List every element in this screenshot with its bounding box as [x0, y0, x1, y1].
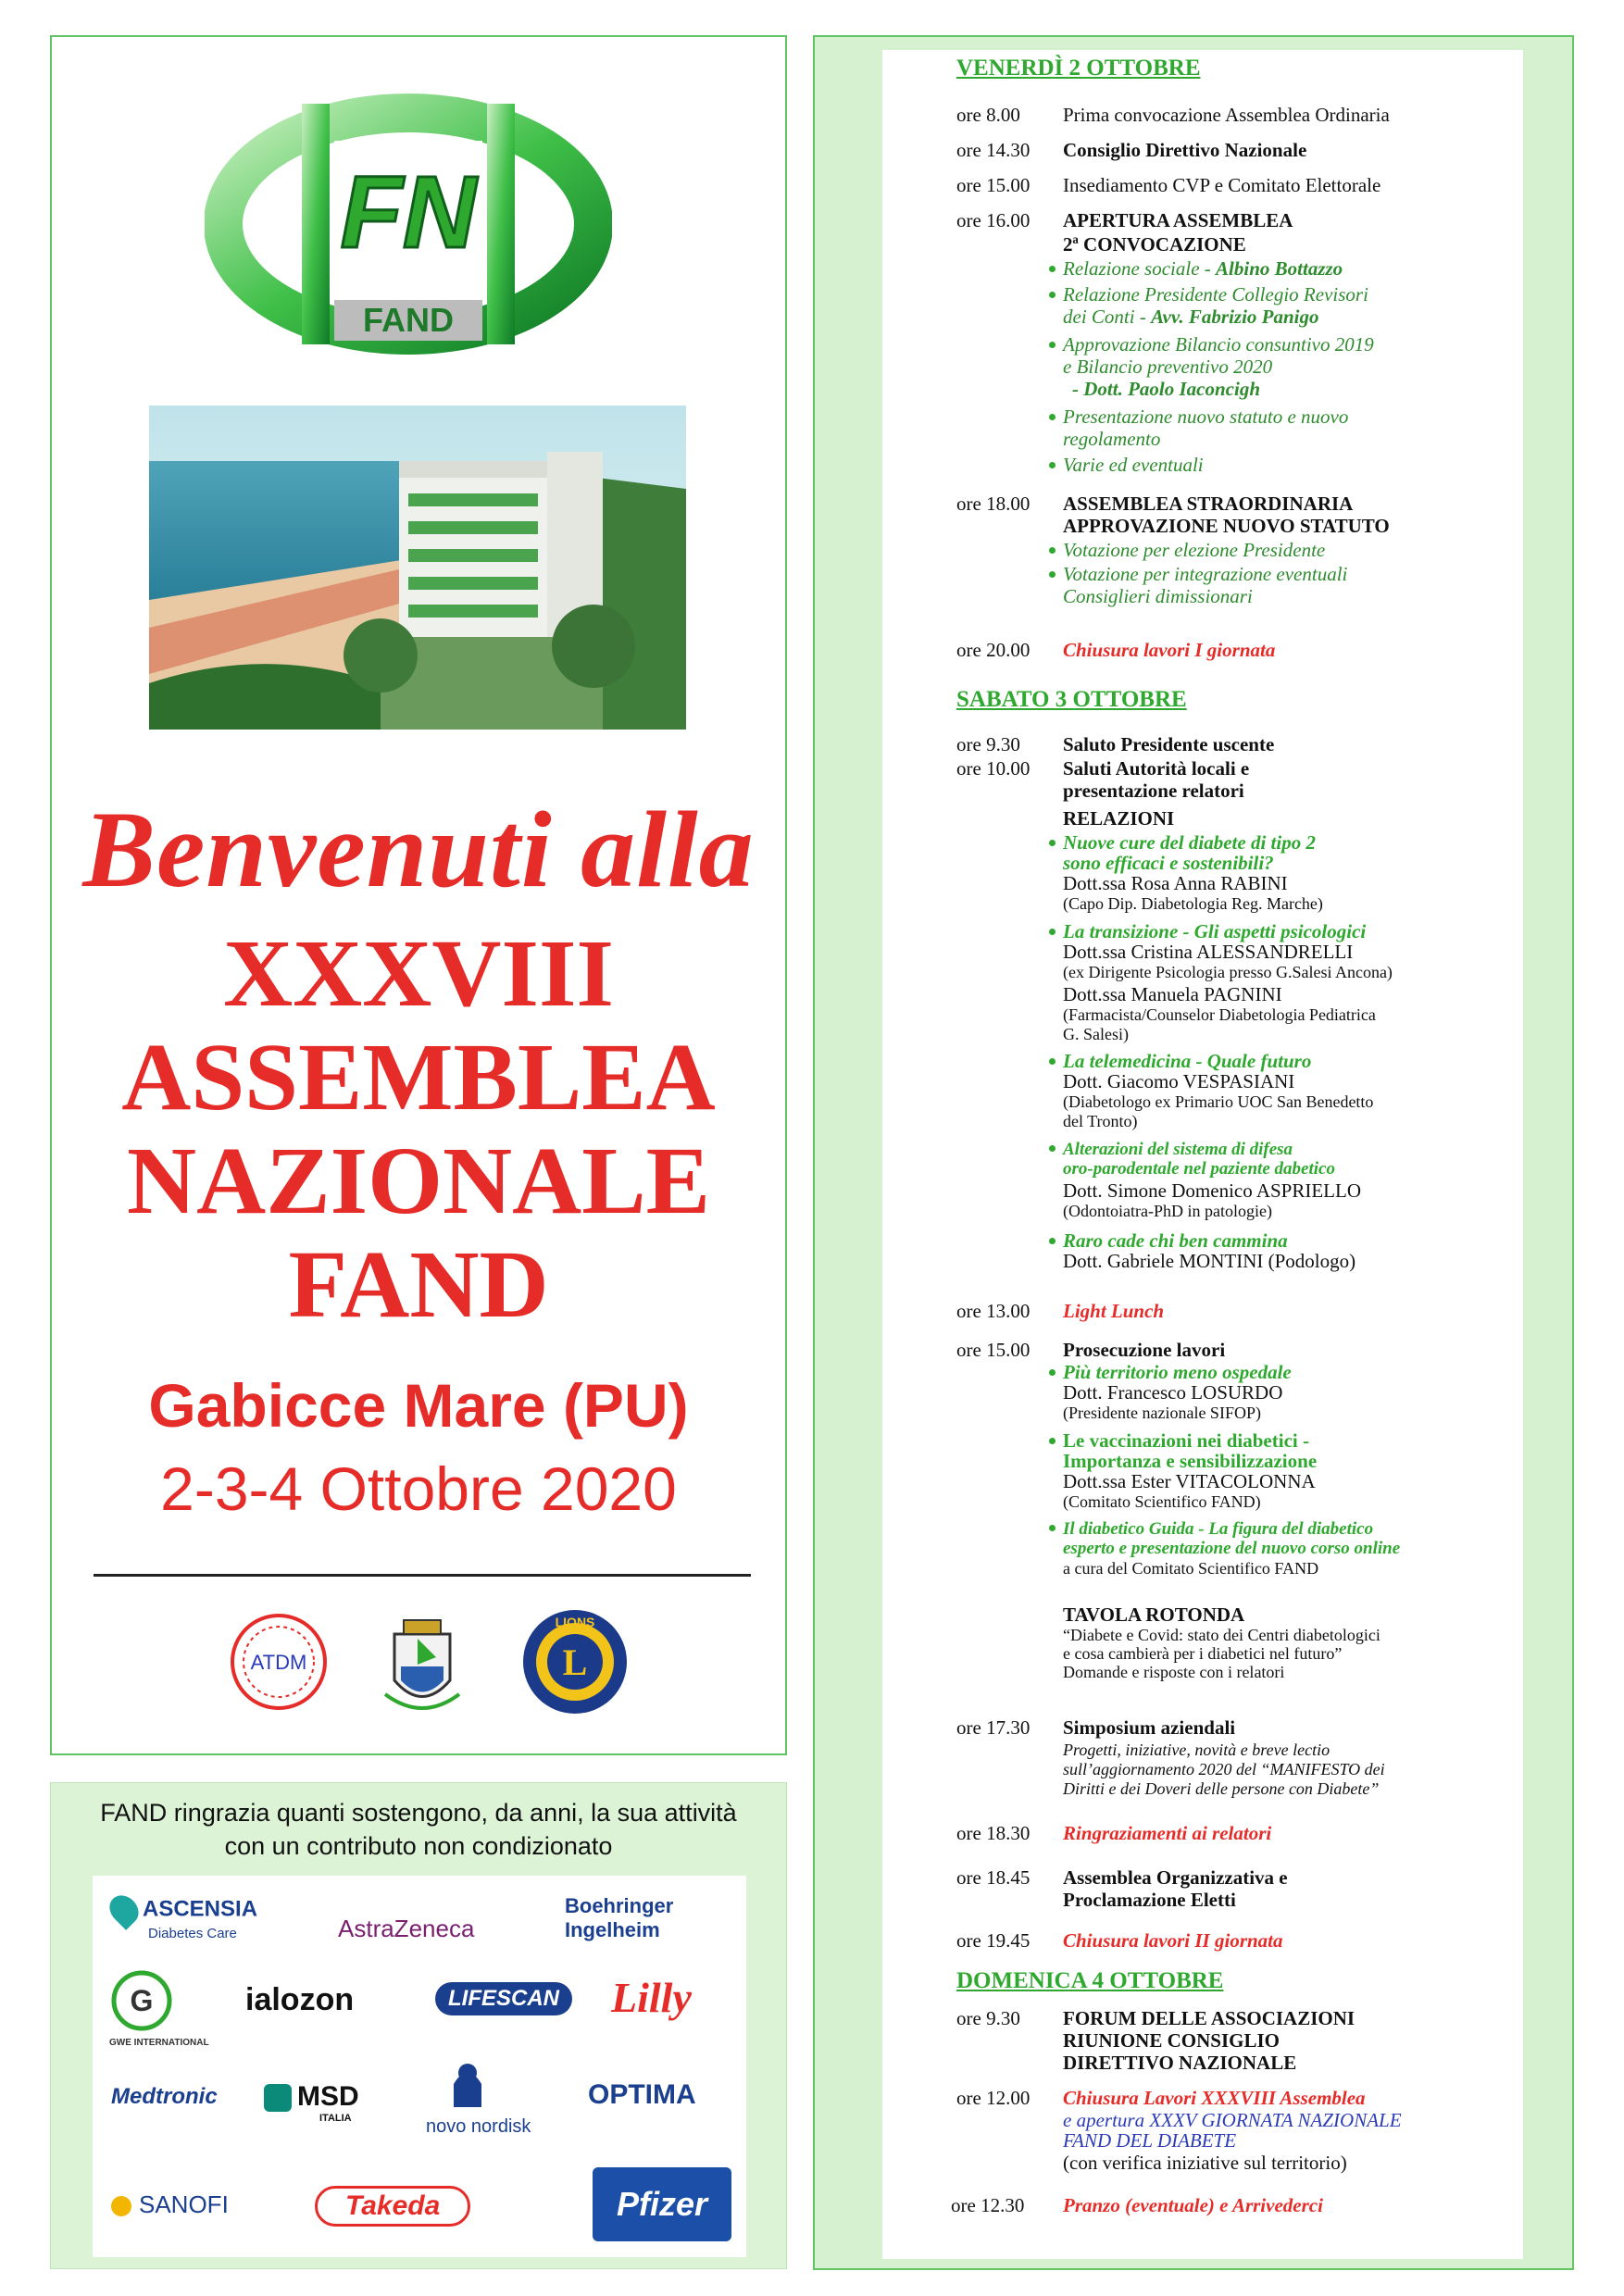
time-label: ore 17.30 — [956, 1716, 1031, 1739]
svg-text:LIONS: LIONS — [555, 1615, 595, 1629]
agenda-bullet: Varie ed eventuali — [1049, 454, 1204, 476]
agenda-bullet: Presentazione nuovo statuto e nuovo — [1049, 406, 1348, 428]
speaker-name: Dott.ssa Manuela PAGNINI — [1063, 983, 1282, 1005]
agenda-bullet-cont: e Bilancio preventivo 2020 — [1063, 356, 1273, 378]
sponsors-panel — [50, 1782, 787, 2269]
time-label: ore 8.00 — [956, 104, 1020, 126]
event-item: Chiusura lavori I giornata — [1063, 639, 1276, 661]
speaker-affiliation: (Farmacista/Counselor Diabetologia Pediatrica — [1063, 1005, 1376, 1024]
title-line-3: NAZIONALE — [127, 1128, 710, 1234]
talk-title-cont: sono efficaci e sostenibili? — [1063, 852, 1274, 874]
event-item: Insediamento CVP e Comitato Elettorale — [1063, 174, 1381, 196]
event-item: Saluti Autorità locali e — [1063, 757, 1250, 780]
event-item: FORUM DELLE ASSOCIAZIONI — [1063, 2007, 1355, 2029]
event-location: Gabicce Mare (PU) — [148, 1371, 689, 1440]
speaker-affiliation: (Diabetologo ex Primario UOC San Benedetto — [1063, 1092, 1374, 1111]
event-detail: e apertura XXXV GIORNATA NAZIONALE — [1063, 2109, 1402, 2131]
event-item: Proclamazione Eletti — [1063, 1889, 1236, 1911]
talk-title: Il diabetico Guida - La figura del diabetico — [1049, 1518, 1373, 1541]
speaker-affiliation: (ex Dirigente Psicologia presso G.Salesi Ancona) — [1063, 963, 1393, 981]
event-item: Assemblea Organizzativa e — [1063, 1866, 1288, 1889]
logo-text: FAND — [363, 301, 454, 339]
time-label: ore 13.00 — [956, 1300, 1031, 1322]
event-item: Saluto Presidente uscente — [1063, 733, 1275, 755]
fand-logo — [205, 85, 612, 372]
speaker-name: Dott. Simone Domenico ASPRIELLO — [1063, 1179, 1361, 1202]
agenda-bullet-cont: Consiglieri dimissionari — [1063, 585, 1253, 607]
speaker-affiliation: G. Salesi) — [1063, 1025, 1129, 1043]
svg-text:L: L — [562, 1641, 588, 1683]
time-label: ore 16.00 — [956, 209, 1031, 231]
round-table-line: “Diabete e Covid: stato dei Centri diabetologici — [1063, 1626, 1380, 1644]
program-schedule — [882, 50, 1523, 2259]
sponsor-ialozon: ialozon — [245, 1982, 355, 2017]
talk-title: La transizione - Gli aspetti psicologici — [1049, 920, 1366, 942]
sponsors-intro — [51, 1796, 786, 1863]
lions-logo — [519, 1606, 631, 1717]
title-line-1: XXXVIII — [223, 920, 614, 1027]
speaker-affiliation: del Tronto) — [1063, 1112, 1138, 1130]
event-detail: Diritti e dei Doveri delle persone con Diabete” — [1063, 1779, 1380, 1798]
event-detail: Progetti, iniziative, novità e breve lectio — [1063, 1741, 1330, 1759]
agenda-bullet: Votazione per integrazione eventuali — [1049, 563, 1347, 585]
agenda-bullet-cont: regolamento — [1063, 428, 1161, 450]
talk-title: Le vaccinazioni nei diabetici - — [1049, 1429, 1309, 1452]
speaker-affiliation: (Presidente nazionale SIFOP) — [1063, 1404, 1261, 1422]
day-heading-friday: VENERDÌ 2 OTTOBRE — [956, 56, 1201, 81]
talk-title-cont: oro-parodentale nel paziente dabetico — [1063, 1159, 1335, 1179]
event-item: 2ª CONVOCAZIONE — [1063, 233, 1246, 256]
sponsor-lifescan: LIFESCAN — [435, 1982, 572, 2015]
sponsor-takeda: Takeda — [315, 2186, 470, 2227]
speaker-affiliation: (Comitato Scientifico FAND) — [1063, 1492, 1261, 1511]
event-item: APERTURA ASSEMBLEA — [1063, 209, 1293, 231]
welcome-panel — [50, 35, 787, 1755]
agenda-bullet: Votazione per elezione Presidente — [1049, 539, 1325, 561]
speaker-affiliation: a cura del Comitato Scientifico FAND — [1063, 1559, 1319, 1578]
time-label: ore 10.00 — [956, 757, 1031, 780]
agenda-bullet-cont: - Dott. Paolo Iaconcigh — [1072, 378, 1260, 400]
talk-title: Nuove cure del diabete di tipo 2 — [1049, 831, 1316, 854]
time-label: ore 12.30 — [951, 2194, 1025, 2216]
program-panel — [813, 35, 1574, 2270]
sponsor-novo-nordisk: novo nordisk — [426, 2056, 531, 2138]
sponsor-msd: MSD ITALIA — [264, 2081, 359, 2124]
event-item: Prosecuzione lavori — [1063, 1339, 1226, 1361]
event-item: presentazione relatori — [1063, 780, 1244, 802]
time-label: ore 18.00 — [956, 493, 1031, 515]
hotel-photo — [149, 406, 686, 730]
event-detail: sull’aggiornamento 2020 del “MANIFESTO dei — [1063, 1760, 1385, 1778]
event-item: Consiglio Direttivo Nazionale — [1063, 139, 1307, 161]
time-label: ore 20.00 — [956, 639, 1031, 661]
day-heading-saturday: SABATO 3 OTTOBRE — [956, 687, 1187, 712]
talk-title: Più territorio meno ospedale — [1049, 1361, 1292, 1383]
time-label: ore 15.00 — [956, 174, 1031, 196]
agenda-bullet: Approvazione Bilancio consuntivo 2019 — [1049, 333, 1374, 356]
welcome-heading: Benvenuti alla — [82, 789, 755, 910]
event-item: Ringraziamenti ai relatori — [1063, 1822, 1272, 1844]
speaker-name: Dott. Gabriele MONTINI (Podologo) — [1063, 1250, 1356, 1272]
speaker-affiliation: (Capo Dip. Diabetologia Reg. Marche) — [1063, 894, 1323, 913]
time-label: ore 15.00 — [956, 1339, 1031, 1361]
talk-title-cont: esperto e presentazione del nuovo corso online — [1063, 1539, 1401, 1558]
talk-title-cont: Importanza e sensibilizzazione — [1063, 1450, 1318, 1472]
event-item: Prima convocazione Assemblea Ordinaria — [1063, 104, 1390, 126]
agenda-bullet: Relazione Presidente Collegio Revisori — [1049, 283, 1368, 306]
divider — [94, 1574, 751, 1577]
sponsor-sanofi: SANOFI — [111, 2190, 229, 2219]
event-detail: FAND DEL DIABETE — [1063, 2129, 1237, 2152]
event-item: ASSEMBLEA STRAORDINARIA — [1063, 493, 1354, 515]
speaker-name: Dott. Giacomo VESPASIANI — [1063, 1070, 1295, 1092]
time-label: ore 14.30 — [956, 139, 1031, 161]
sponsor-medtronic: Medtronic — [111, 2084, 218, 2109]
talk-title: Alterazioni del sistema di difesa — [1049, 1139, 1293, 1161]
sponsor-gwe: G GWE INTERNATIONAL — [109, 1968, 209, 2048]
time-label: ore 9.30 — [956, 733, 1020, 755]
sponsor-boehringer: Boehringer Ingelheim — [565, 1894, 674, 1941]
section-heading: TAVOLA ROTONDA — [1063, 1603, 1245, 1626]
logo-letters: FN — [340, 156, 477, 269]
speaker-affiliation: (Odontoiatra-PhD in patologie) — [1063, 1202, 1272, 1220]
sponsors-intro-line-2: con un contributo non condizionato — [224, 1832, 613, 1860]
sponsor-pfizer: Pfizer — [593, 2167, 731, 2241]
round-table-line: e cosa cambierà per i diabetici nel futuro” — [1063, 1644, 1343, 1663]
sponsors-intro-line-1: FAND ringrazia quanti sostengono, da anni, la sua attività — [100, 1799, 737, 1827]
sponsor-logos — [93, 1876, 746, 2257]
municipal-crest — [381, 1611, 464, 1722]
talk-title: Raro cade chi ben cammina — [1049, 1229, 1288, 1252]
agenda-bullet: Relazione sociale - Albino Bottazzo — [1049, 257, 1343, 280]
round-table-line: Domande e risposte con i relatori — [1063, 1663, 1285, 1681]
speaker-name: Dott.ssa Ester VITACOLONNA — [1063, 1470, 1316, 1492]
sponsor-optima: OPTIMA — [588, 2079, 696, 2110]
day-heading-sunday: DOMENICA 4 OTTOBRE — [956, 1968, 1224, 1993]
time-label: ore 12.00 — [956, 2087, 1031, 2109]
event-item: APPROVAZIONE NUOVO STATUTO — [1063, 515, 1390, 537]
talk-title: La telemedicina - Quale futuro — [1049, 1050, 1311, 1072]
atdm-logo — [228, 1611, 330, 1713]
speaker-name: Dott. Francesco LOSURDO — [1063, 1381, 1283, 1404]
svg-text:ATDM: ATDM — [250, 1651, 307, 1674]
event-item: DIRETTIVO NAZIONALE — [1063, 2052, 1297, 2074]
event-item: Simposium aziendali — [1063, 1716, 1236, 1739]
event-dates: 2-3-4 Ottobre 2020 — [160, 1454, 677, 1523]
time-label: ore 19.45 — [956, 1929, 1031, 1952]
event-item: Chiusura Lavori XXXVIII Assemblea — [1063, 2087, 1366, 2109]
event-item: RIUNIONE CONSIGLIO — [1063, 2029, 1280, 2052]
time-label: ore 9.30 — [956, 2007, 1020, 2029]
speaker-name: Dott.ssa Cristina ALESSANDRELLI — [1063, 941, 1354, 963]
event-item: Light Lunch — [1063, 1300, 1165, 1322]
title-line-4: FAND — [288, 1231, 549, 1338]
event-detail: (con verifica iniziative sul territorio) — [1063, 2152, 1347, 2174]
section-heading: RELAZIONI — [1063, 807, 1175, 830]
time-label: ore 18.30 — [956, 1822, 1031, 1844]
title-line-2: ASSEMBLEA — [121, 1024, 716, 1130]
sponsor-astrazeneca: AstraZeneca — [338, 1915, 475, 1942]
sponsor-lilly: Lilly — [611, 1974, 692, 2021]
event-item: Chiusura lavori II giornata — [1063, 1929, 1283, 1952]
event-item: Pranzo (eventuale) e Arrivederci — [1063, 2194, 1323, 2216]
speaker-name: Dott.ssa Rosa Anna RABINI — [1063, 872, 1288, 894]
sponsor-ascensia: ASCENSIA Diabetes Care — [111, 1894, 257, 1941]
svg-text:G: G — [130, 1984, 154, 2017]
agenda-bullet-cont: dei Conti - Avv. Fabrizio Panigo — [1063, 306, 1319, 328]
time-label: ore 18.45 — [956, 1866, 1031, 1889]
